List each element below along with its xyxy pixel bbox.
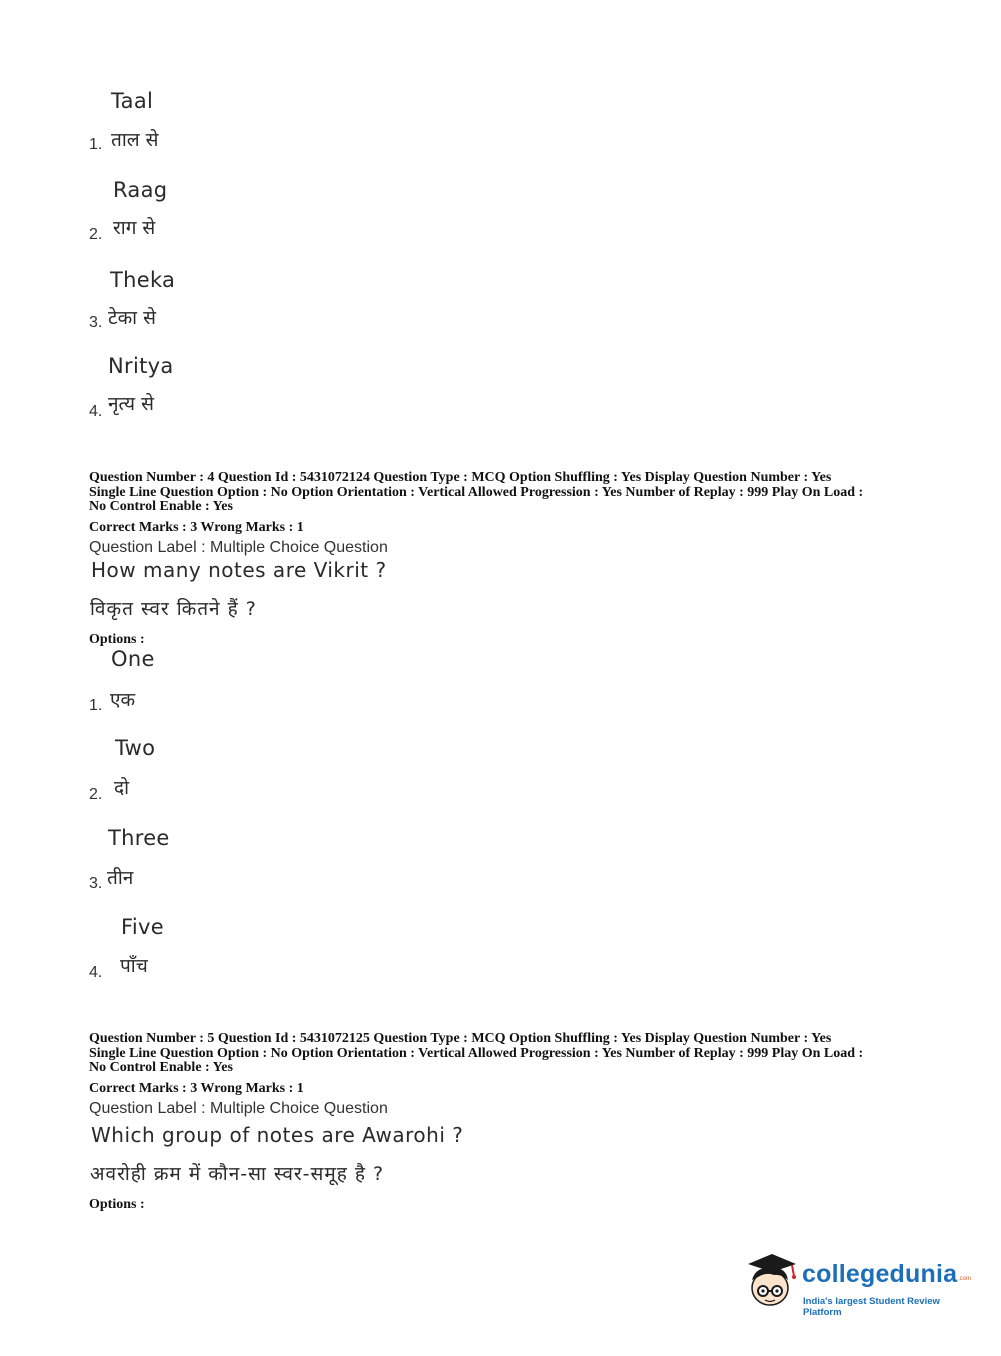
q5-metadata (89, 1032, 929, 1076)
q4-option-4-english: Five (121, 915, 164, 939)
mascot-icon (742, 1250, 802, 1314)
logo-suffix: .com (958, 1276, 972, 1282)
q4-question-text-hindi: विकृत स्वर कितने हैं ? (90, 598, 257, 620)
q5-question-label: Question Label : Multiple Choice Question (89, 1100, 388, 1117)
q3-option-2-number: 2. (89, 226, 103, 243)
q4-option-1-number: 1. (89, 697, 103, 714)
q4-option-3-english: Three (108, 826, 170, 850)
q4-option-2-number: 2. (89, 786, 103, 803)
q3-option-3-english: Theka (110, 268, 176, 292)
q3-option-4-hindi: नृत्य से (108, 393, 154, 415)
q3-option-3-number: 3. (89, 314, 103, 331)
q5-meta-line-1: Question Number : 5 Question Id : 5431072125 Question Type : MCQ Option Shuffling : Yes Display Question Number : Yes (89, 1031, 832, 1046)
q3-option-4-english: Nritya (108, 354, 174, 378)
q4-marks: Correct Marks : 3 Wrong Marks : 1 (89, 520, 304, 535)
q5-options-label: Options : (89, 1197, 145, 1212)
q4-option-4-hindi: पाँच (120, 955, 148, 977)
q4-options-label: Options : (89, 632, 145, 647)
q5-meta-line-3: No Control Enable : Yes (89, 1060, 233, 1075)
q3-option-3-hindi: टेका से (108, 307, 156, 329)
collegedunia-logo (742, 1250, 972, 1320)
q4-option-4-number: 4. (89, 964, 103, 981)
q4-meta-line-3: No Control Enable : Yes (89, 499, 233, 514)
q5-question-text-hindi: अवरोही क्रम में कौन-सा स्वर-समूह है ? (90, 1163, 385, 1185)
q5-question-text-english: Which group of notes are Awarohi ? (91, 1123, 464, 1147)
q5-meta-line-2: Single Line Question Option : No Option Orientation : Vertical Allowed Progression : Yes Number of Replay : 999 Play On Load : (89, 1045, 864, 1061)
q4-option-2-english: Two (115, 736, 156, 760)
q4-meta-line-1: Question Number : 4 Question Id : 5431072124 Question Type : MCQ Option Shuffling : Yes Display Question Number : Yes (89, 470, 832, 485)
q4-option-2-hindi: दो (114, 777, 130, 799)
logo-tagline: India's largest Student Review Platform (803, 1296, 940, 1318)
logo-wordmark: collegedunia (802, 1260, 958, 1288)
q4-question-label: Question Label : Multiple Choice Question (89, 539, 388, 556)
q4-question-text-english: How many notes are Vikrit ? (91, 558, 387, 582)
q4-meta-line-2: Single Line Question Option : No Option Orientation : Vertical Allowed Progression : Yes Number of Replay : 999 Play On Load : (89, 484, 864, 500)
q3-option-1-hindi: ताल से (111, 129, 159, 151)
q4-option-1-hindi: एक (110, 689, 136, 711)
q3-option-1-number: 1. (89, 136, 103, 153)
q4-option-3-hindi: तीन (107, 867, 134, 889)
q4-option-1-english: One (111, 647, 155, 671)
q5-marks: Correct Marks : 3 Wrong Marks : 1 (89, 1081, 304, 1096)
q4-option-3-number: 3. (89, 875, 103, 892)
q3-option-4-number: 4. (89, 403, 103, 420)
q3-option-2-hindi: राग से (113, 217, 156, 239)
q3-option-1-english: Taal (111, 89, 154, 113)
q3-option-2-english: Raag (113, 178, 168, 202)
q4-metadata (89, 471, 929, 515)
